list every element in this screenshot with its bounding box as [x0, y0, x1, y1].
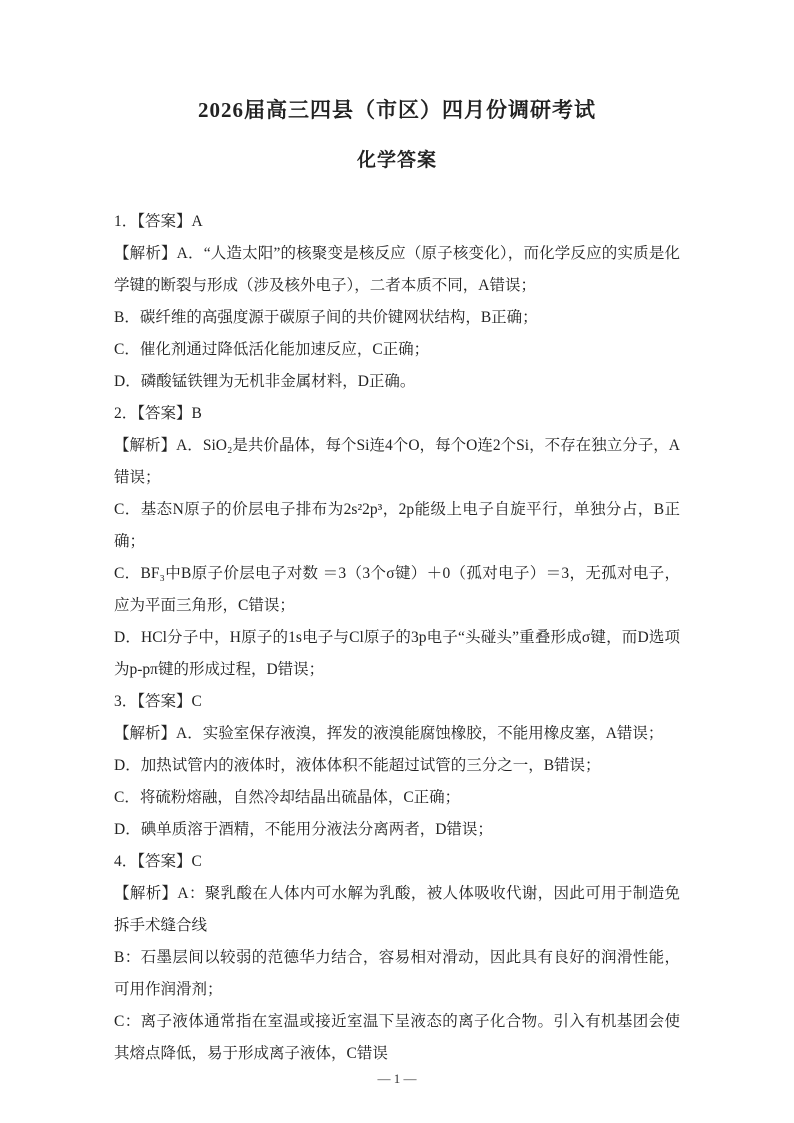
paragraph-answer-4: 4．【答案】C	[114, 853, 202, 871]
page-number: — 1 —	[377, 1071, 417, 1086]
paragraph-analysis-2a: 【解析】A．SiO₂是共价晶体，每个Si连4个O，每个O连2个Si，不存在独立分子，A错误；	[114, 437, 680, 487]
document-subtitle: 化学答案	[356, 150, 437, 172]
paragraph-analysis-1b: B．碳纤维的高强度源于碳原子间的共价键网状结构，B正确；	[114, 309, 538, 327]
paragraph-analysis-1a: 【解析】A．“人造太阳”的核聚变是核反应（原子核变化），而化学反应的实质是化学键的断裂与形成（涉及核外电子），二者本质不同，A错误；	[114, 245, 680, 295]
paragraph-analysis-4a: 【解析】A：聚乳酸在人体内可水解为乳酸，被人体吸收代谢，因此可用于制造免拆手术缝合线	[114, 885, 680, 935]
paragraph-answer-1: 1．【答案】A	[114, 213, 203, 231]
paragraph-analysis-1d: D．磷酸锰铁锂为无机非金属材料，D正确。	[114, 373, 416, 391]
document-body	[114, 206, 680, 1070]
paragraph-analysis-3c: C．将硫粉熔融，自然冷却结晶出硫晶体，C正确；	[114, 789, 461, 807]
paragraph-answer-2: 2．【答案】B	[114, 405, 202, 423]
paragraph-analysis-4c: C：离子液体通常指在室温或接近室温下呈液态的离子化合物。引入有机基团会使其熔点降低，易于形成离子液体，C错误	[114, 1013, 680, 1063]
paragraph-analysis-2c: C．BF₃中B原子价层电子对数 ＝3（3个σ键）＋0（孤对电子）＝3，无孤对电子，应为平面三角形，C错误；	[114, 565, 680, 615]
paragraph-answer-3: 3．【答案】C	[114, 693, 202, 711]
paragraph-analysis-2b: C．基态N原子的价层电子排布为2s²2p³，2p能级上电子自旋平行，单独分占，B正确；	[114, 501, 680, 551]
paragraph-analysis-3d: D．碘单质溶于酒精，不能用分液法分离两者，D错误；	[114, 821, 493, 839]
paragraph-analysis-1c: C．催化剂通过降低活化能加速反应，C正确；	[114, 341, 430, 359]
document-title: 2026届高三四县（市区）四月份调研考试	[198, 98, 596, 122]
paragraph-analysis-4b: B：石墨层间以较弱的范德华力结合，容易相对滑动，因此具有良好的润滑性能，可用作润滑剂；	[114, 949, 680, 999]
paragraph-analysis-3b: D．加热试管内的液体时，液体体积不能超过试管的三分之一，B错误；	[114, 757, 601, 775]
paragraph-analysis-2d: D．HCl分子中，H原子的1s电子与Cl原子的3p电子“头碰头”重叠形成σ键，而D选项为p-pπ键的形成过程，D错误；	[114, 629, 680, 679]
paragraph-analysis-3a: 【解析】A．实验室保存液溴，挥发的液溴能腐蚀橡胶，不能用橡皮塞，A错误；	[114, 725, 664, 743]
